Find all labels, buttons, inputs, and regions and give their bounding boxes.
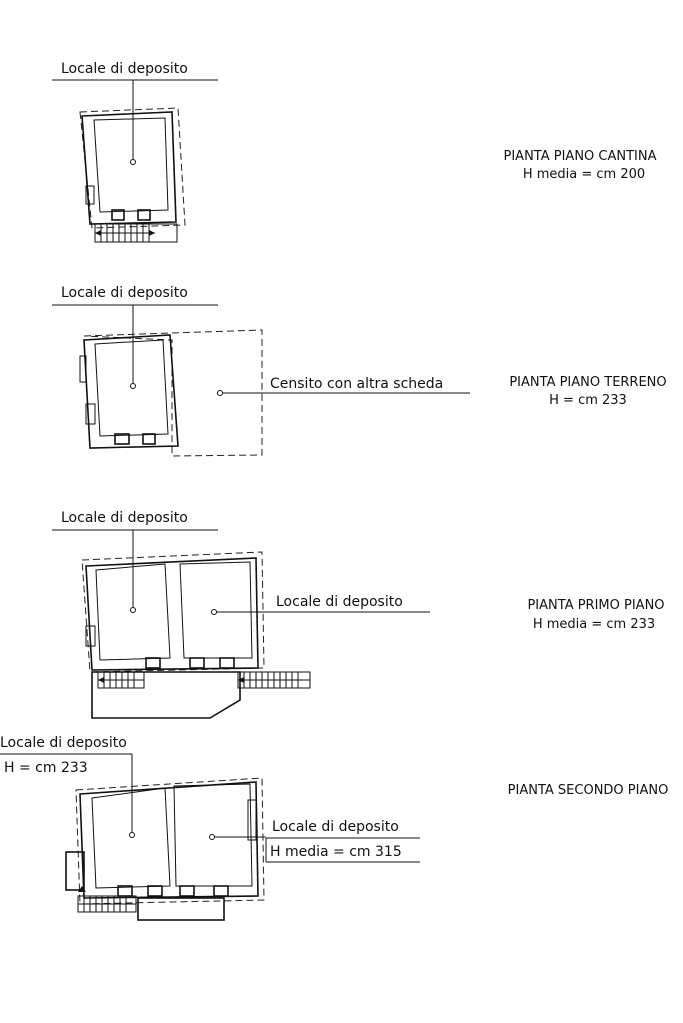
wall-pier (220, 658, 234, 668)
wall-pier (214, 886, 228, 896)
inner-wall (94, 118, 168, 212)
floor-height: H media = cm 200 (522, 167, 646, 182)
label-locale-deposito: Locale di deposito (0, 735, 127, 751)
staircase (78, 886, 136, 912)
wall-pier (148, 886, 162, 896)
room-marker (131, 160, 136, 165)
floor-title: PIANTA SECONDO PIANO (507, 783, 669, 798)
wall-pier (146, 658, 160, 668)
label-censito-altra-scheda: Censito con altra scheda (270, 376, 444, 392)
inner-wall-left (92, 788, 170, 888)
floor-title: PIANTA PIANO CANTINA (503, 149, 657, 164)
floor-title: PIANTA PRIMO PIANO (527, 598, 665, 613)
floor-terreno (52, 285, 667, 456)
floor-height: H media = cm 233 (532, 617, 656, 632)
floor-height: H = cm 233 (549, 393, 627, 408)
wall-pier (190, 658, 204, 668)
outer-wall (86, 558, 258, 670)
wall-pier (143, 434, 155, 444)
label-locale-deposito: Locale di deposito (276, 594, 403, 610)
label-locale-deposito: Locale di deposito (272, 819, 399, 835)
room-marker (131, 384, 136, 389)
label-locale-deposito: Locale di deposito (61, 285, 188, 301)
floor-primo (52, 510, 665, 718)
outer-wall (80, 782, 258, 898)
staircase-right (238, 672, 310, 688)
balcony-outline (138, 898, 224, 920)
label-locale-deposito: Locale di deposito (61, 61, 188, 77)
floor-title: PIANTA PIANO TERRENO (509, 375, 667, 390)
room-marker (131, 608, 136, 613)
outer-wall (82, 112, 176, 224)
label-height-left: H = cm 233 (4, 760, 88, 776)
room-marker (218, 391, 223, 396)
room-marker (210, 835, 215, 840)
balcony-outline (92, 672, 240, 718)
wall-niche (248, 800, 256, 840)
label-locale-deposito: Locale di deposito (61, 510, 188, 526)
floor-secondo (0, 735, 668, 920)
floor-cantina (52, 61, 657, 242)
room-marker (130, 833, 135, 838)
side-volume (66, 852, 84, 890)
staircase-left (98, 672, 144, 688)
wall-pier (138, 210, 150, 220)
label-height-right: H media = cm 315 (270, 844, 402, 860)
room-marker (212, 610, 217, 615)
wall-pier (180, 886, 194, 896)
